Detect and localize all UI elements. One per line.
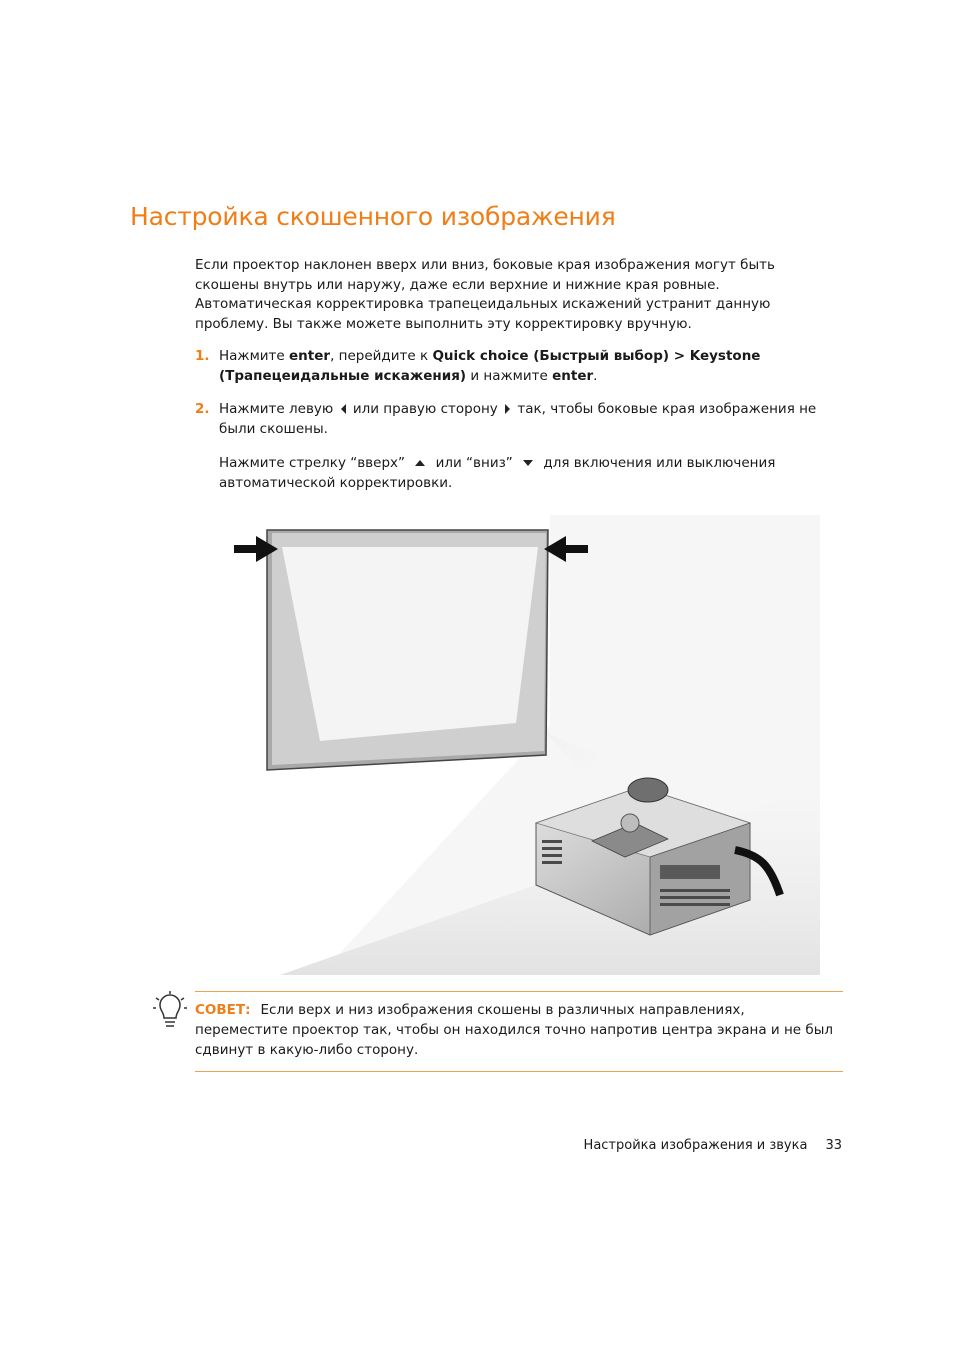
page-number: 33 [825, 1138, 842, 1153]
page-footer [584, 1138, 842, 1153]
step-menu-path: Quick choice (Быстрый выбор) > Keystone (Трапецеидальные искажения) [219, 348, 761, 384]
step-1-body [219, 346, 825, 386]
step-2 [195, 399, 825, 439]
keystone-illustration [220, 505, 820, 975]
step-2-body [219, 399, 825, 439]
step-text: для включения или выключения автоматической корректировки. [219, 455, 776, 491]
arrow-down-icon [523, 460, 533, 466]
step-text: и нажмите [466, 368, 553, 384]
step-1 [195, 346, 825, 386]
tip-rule-bottom [195, 1071, 843, 1072]
arrow-left-icon [341, 404, 346, 414]
step-number: 1. [195, 348, 210, 364]
step-text: Нажмите стрелку “вверх” [219, 455, 405, 471]
step-text: так, чтобы боковые края изображения не были скошены. [219, 401, 817, 437]
step-text: Нажмите [219, 348, 290, 364]
step-number: 2. [195, 401, 210, 417]
projector-lens [628, 778, 668, 802]
tip-rule-top [195, 991, 843, 992]
tip-label: СОВЕТ: [195, 1002, 251, 1018]
lightbulb-icon [152, 990, 188, 1030]
tip-body: Если верх и низ изображения скошены в различных направлениях, переместите проектор так, чтобы он находился точно напротив центра экрана и не был сдвинут в какую-либо сторону. [195, 1002, 833, 1058]
arrow-up-icon [415, 460, 425, 466]
tip-note [195, 1000, 835, 1060]
footer-section-title: Настройка изображения и звука [583, 1138, 808, 1153]
step-text: . [593, 368, 598, 384]
step-key-enter: enter [289, 348, 331, 364]
step-text: , перейдите к [330, 348, 433, 364]
intro-paragraph: Если проектор наклонен вверх или вниз, боковые края изображения могут быть скошены внутрь или наружу, даже если верхние и нижние края ровные. Автоматическая корректировка трапецеидальных искажений устранит данную проблему. Вы также можете выполнить эту корректировку вручную. [195, 257, 775, 332]
step-2-subparagraph [219, 453, 819, 493]
skewed-image [282, 547, 538, 741]
step-text: или правую сторону [352, 401, 498, 417]
step-text: или “вниз” [435, 455, 513, 471]
step-text: Нажмите левую [219, 401, 334, 417]
page-title: Настройка скошенного изображения [130, 202, 616, 231]
arrow-right-icon [505, 404, 510, 414]
step-key-enter: enter [552, 368, 594, 384]
